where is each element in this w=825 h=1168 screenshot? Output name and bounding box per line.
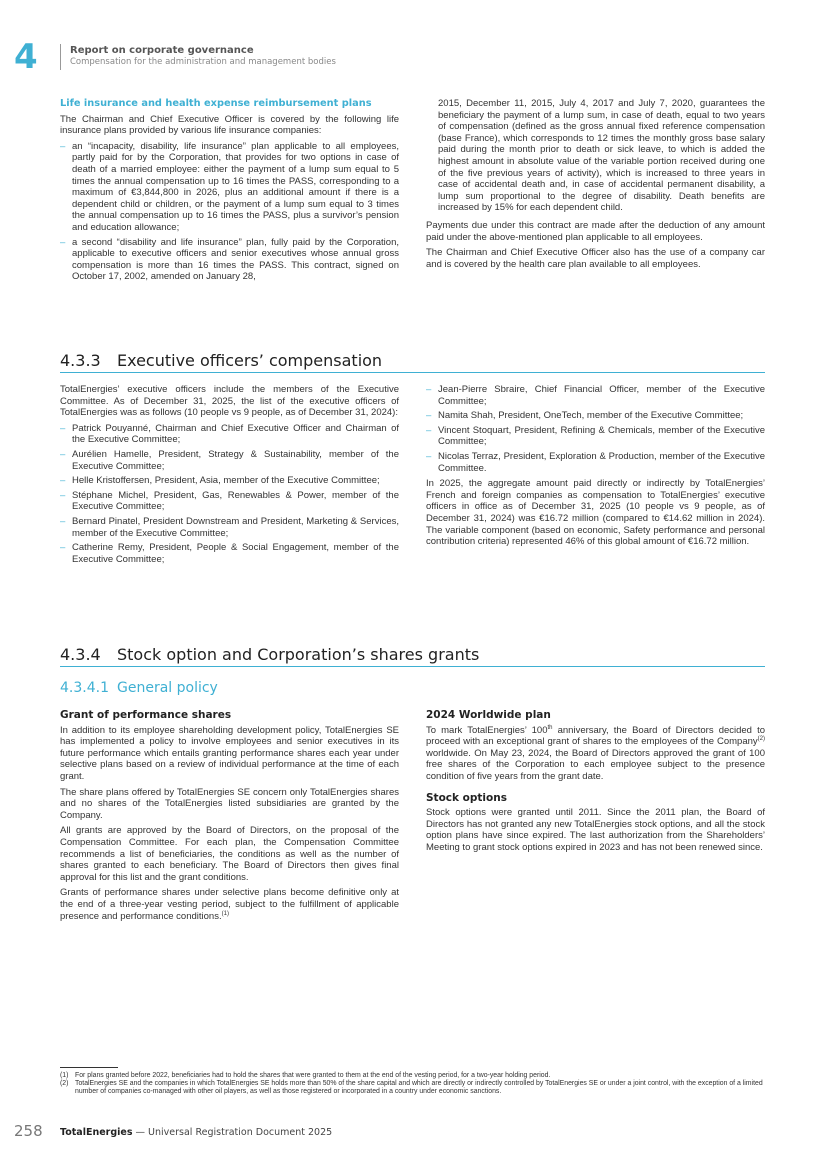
life-insurance-intro: The Chairman and Chief Executive Officer is covered by the following life insurance plans provided by various life insurance companies: [60,113,399,137]
paragraph [60,887,399,922]
document-title: — Universal Registration Document 2025 [132,1127,333,1138]
paragraph-text: Grants of performance shares under selective plans become definitive only at the end of a three-year vesting period, subject to the fulfillment of applicable presence and performance conditions. [60,887,399,922]
top-right-column [426,98,765,274]
worldwide-plan-heading: 2024 Worldwide plan [426,709,551,721]
list-item: – Vincent Stoquart, President, Refining & Chemicals, member of the Executive Committee; [426,425,765,448]
chapter-number: 4 [14,37,38,77]
list-item: – Aurélien Hamelle, President, Strategy & Sustainability, member of the Executive Committee; [60,449,399,472]
list-item: – Patrick Pouyanné, Chairman and Chief Executive Officer and Chairman of the Executive Committee; [60,423,399,446]
stock-options-heading: Stock options [426,791,507,804]
footnote [60,1072,766,1080]
text-span: anniversary, the Board of Directors decided to proceed with an exceptional grant of shares to the employees of the Company [426,724,766,748]
section-title: Stock option and Corporation’s shares grants [117,645,480,664]
company-name: TotalEnergies [60,1127,133,1138]
paragraph [426,725,765,783]
paragraph: All grants are approved by the Board of Directors, on the proposal of the Compensation Committee. For each plan, the Compensation Committee recommends a list of beneficiaries, the conditions as well as the number of shares granted to each beneficiary. The Board of Directors then gives final approval for this list and the grant conditions. [60,825,399,883]
paragraph: In addition to its employee shareholding development policy, TotalEnergies SE has implemented a policy to involve employees and senior executives in its future performance which entails granting performance shares each year under selective plans based on a review of individual performance at the time of each grant. [60,724,399,782]
section-number: 4.3.4 [60,645,101,664]
exec-left-column [60,384,399,569]
exec-intro: TotalEnergies’ executive officers include the members of the Executive Committee. As of December 31, 2025, the list of the executive officers of TotalEnergies was as follows (10 people vs 9 people, as of December 31, 2024): [60,384,399,419]
shares-right-column [426,710,765,858]
exec-officers-list-cont [426,384,765,474]
section-heading-433 [60,351,765,373]
continued-list [426,98,765,214]
exec-officers-list [60,423,399,566]
header-divider [60,44,61,70]
life-insurance-list [60,141,399,283]
shares-left-column [60,710,399,926]
ordinal-sup: th [547,724,553,731]
exec-right-column [426,384,765,552]
list-item: – an “incapacity, disability, life insurance” plan applicable to all employees, partly paid for by the Corporation, that provides for two options in case of death of a married employee: either the payment of a lump sum equal to 5 times the annual compensation up to 16 times the PASS, corresponding to a maximum of €3,844,800 in 2026, plus an additional amount if there is a dependent child or children, or the payment of a lump sum equal to 3 times the annual compensation up to 16 times the PASS, plus a survivor’s pension and education allowance; [60,141,399,234]
text-span: To mark TotalEnergies’ 100 [426,724,548,736]
footnote-mark: (2) [60,1080,69,1087]
footnote-text: For plans granted before 2022, beneficiaries had to hold the shares that were granted to them at the end of the vesting period, for a two-year holding period. [75,1072,551,1079]
top-left-column [60,98,399,287]
footer-title [60,1127,332,1138]
company-car-paragraph: The Chairman and Chief Executive Officer also has the use of a company car and is covered by the health care plan available to all employees. [426,247,765,270]
list-item: – Nicolas Terraz, President, Exploration & Production, member of the Executive Committee. [426,451,765,474]
payments-paragraph: Payments due under this contract are made after the deduction of any amount paid under the above-mentioned plan applicable to all employees. [426,219,765,243]
aggregate-amount-paragraph: In 2025, the aggregate amount paid directly or indirectly by TotalEnergies’ French and foreign companies as compensation to TotalEnergies’ executive officers in office as of December 31, 2025 (10 people vs 9 people, as of December 31, 2024) was €16.72 million (compared to €14.62 million in 2024). The variable component (based on economic, Safety performance and personal contribution criteria) represented 46% of this global amount of €16.72 million. [426,478,765,548]
list-item: – Catherine Remy, President, People & Social Engagement, member of the Executive Committee; [60,542,399,565]
header-subtitle: Compensation for the administration and management bodies [70,57,336,67]
footnote-ref: (2) [757,736,765,743]
subsection-heading-4341 [60,680,218,696]
life-insurance-heading: Life insurance and health expense reimbursement plans [60,98,372,109]
list-item: – Jean-Pierre Sbraire, Chief Financial Officer, member of the Executive Committee; [426,384,765,407]
list-item: – a second “disability and life insurance” plan, fully paid by the Corporation, applicable to executive officers and senior executives whose annual gross compensation is more than 16 times the PASS. This contract, signed on October 17, 2002, amended on January 28, [60,237,399,283]
text-span: worldwide. On May 23, 2024, the Board of Directors approved the grant of 100 free shares of the Corporation to each employee subject to the presence condition of five years from the grant date. [426,747,765,782]
performance-shares-heading: Grant of performance shares [60,709,232,721]
list-item: – Stéphane Michel, President, Gas, Renewables & Power, member of the Executive Committee; [60,490,399,513]
footnote [60,1080,766,1096]
section-title: Executive officers’ compensation [117,351,383,370]
footnote-rule [60,1067,118,1068]
paragraph: The share plans offered by TotalEnergies SE concern only TotalEnergies shares and no shares of the TotalEnergies listed subsidiaries are granted by the Company. [60,786,399,821]
paragraph: Stock options were granted until 2011. Since the 2011 plan, the Board of Directors has not granted any new TotalEnergies stock options, and all the stock option plans have since expired. The last authorization from the Shareholders’ Meeting to grant stock options expired in 2023 and has not been renewed since. [426,807,765,853]
header-title: Report on corporate governance [70,45,254,56]
subsection-title: General policy [117,680,218,696]
subsection-number: 4.3.4.1 [60,680,109,696]
section-heading-434 [60,645,765,667]
footnote-text: TotalEnergies SE and the companies in which TotalEnergies SE holds more than 50% of the share capital and which are directly or indirectly controlled by TotalEnergies SE or under a joint control, with the exception of a limited number of companies co-managed with other oil players, as well as those registered or incorporated in a country under economic sanctions. [75,1080,763,1095]
section-number: 4.3.3 [60,351,101,370]
footnote-ref: (1) [221,910,229,917]
list-item: – Helle Kristoffersen, President, Asia, member of the Executive Committee; [60,475,399,487]
footnote-mark: (1) [60,1072,69,1079]
list-item: – Namita Shah, President, OneTech, member of the Executive Committee; [426,410,765,422]
list-item-continuation: 2015, December 11, 2015, July 4, 2017 and July 7, 2020, guarantees the beneficiary the payment of a lump sum, in case of death, equal to two years of compensation (defined as the gross annual fixed reference compensation (base France), which corresponds to 12 times the monthly gross base salary paid during the month prior to death or sick leave, to which is added the highest amount in absolute value of the variable portion received during one of the five previous years of activity), which is increased to three years in case of accidental death and, in case of accidental permanent disability, a lump sum proportional to the degree of disability. Death benefits are increased by 15% for each dependent child. [438,98,765,214]
list-item: – Bernard Pinatel, President Downstream and President, Marketing & Services, member of the Executive Committee; [60,516,399,539]
page-number: 258 [14,1122,43,1140]
